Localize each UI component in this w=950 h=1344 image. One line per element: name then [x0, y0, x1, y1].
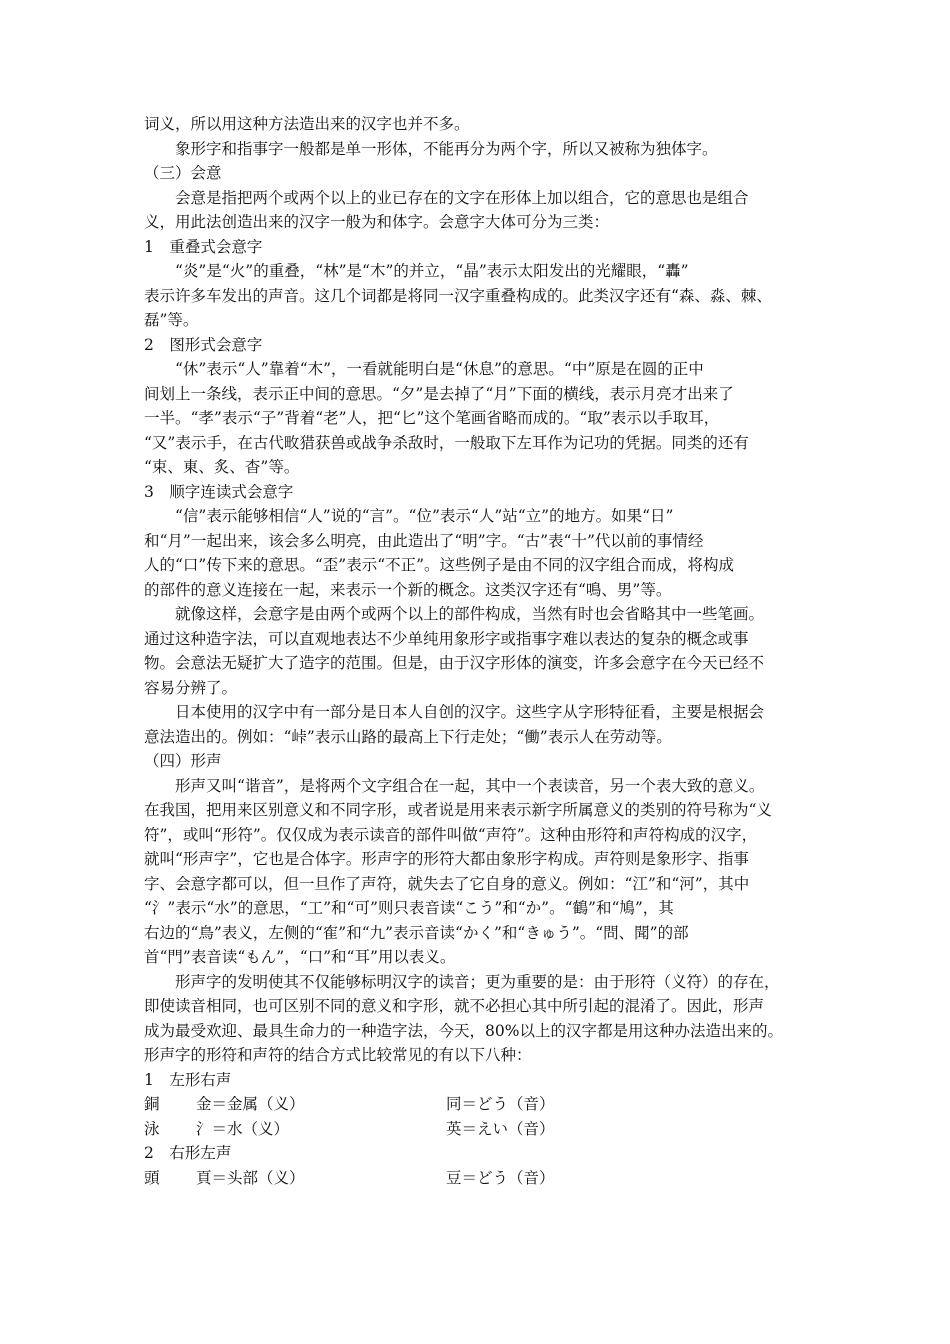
- text-line: 人的“口”传下来的意思。“歪”表示“不正”。这些例子是由不同的汉字组合而成，将构成: [144, 556, 735, 574]
- text-line: 义，用此法创造出来的汉字一般为和体字。会意字大体可分为三类：: [144, 213, 610, 231]
- text-line: 意法造出的。例如：“峠”表示山路的最高上下行走处；“働”表示人在劳动等。: [144, 727, 672, 746]
- text-line: 容易分辨了。: [144, 678, 238, 697]
- section-heading: （四）形声: [144, 752, 222, 770]
- paragraph-line: 会意是指把两个或两个以上的业已存在的文字在形体上加以组合，它的意思也是组合: [175, 188, 749, 207]
- text-line: “氵”表示“水”的意思，“工”和“可”则只表音读“こう”和“か”。“鶴”和“鳩”，其: [144, 899, 674, 917]
- text-line: 间划上一条线，表示正中间的意思。“夕”是去掉了“月”下面的横线，表示月亮才出来了: [144, 384, 734, 403]
- text-line: 和“月”一起出来，该会多么明亮，由此造出了“明”字。“古”表“十”代以前的事情经: [144, 531, 704, 550]
- paragraph-line: “信”表示能够相信“人”说的“言”。“位”表示“人”站“立”的地方。如果“日”: [175, 507, 674, 525]
- text-line: 就叫“形声字”，它也是合体字。形声字的形符大都由象形字构成。声符则是象形字、指事: [144, 850, 749, 868]
- example-meaning: 頁＝头部（义）: [196, 1168, 305, 1187]
- paragraph-line: 日本使用的汉字中有一部分是日本人自创的汉字。这些字从字形特征看，主要是根据会: [175, 703, 765, 721]
- example-sound: 同＝どう（音）: [446, 1095, 555, 1113]
- text-line: 符”，或叫“形符”。仅仅成为表示读音的部件叫做“声符”。这种由形符和声符构成的汉字，: [144, 825, 758, 844]
- text-line: 右边的“鳥”表义，左侧的“隺”和“九”表示音读“かく”和“きゅう”。“問、聞”的部: [144, 923, 689, 942]
- example-meaning: 氵＝水（义）: [196, 1119, 290, 1138]
- subheading: 3 顺字连读式会意字: [144, 482, 294, 501]
- example-char: 銅: [144, 1095, 160, 1113]
- text-line: 表示许多车发出的声音。这几个词都是将同一汉字重叠构成的。此类汉字还有“森、淼、棘、: [144, 286, 772, 305]
- example-char: 頭: [144, 1168, 160, 1187]
- text-line: 在我国，把用来区别意义和不同字形，或者说是用来表示新字所属意义的类别的符号称为“义: [144, 801, 772, 819]
- example-char: 泳: [144, 1119, 160, 1138]
- text-line: “束、東、炙、杳”等。: [144, 458, 300, 476]
- text-line: 首“門”表音读“もん”，“口”和“耳”用以表义。: [144, 948, 456, 966]
- paragraph-line: “休”表示“人”靠着“木”，一看就能明白是“休息”的意思。“中”原是在圆的正中: [175, 360, 704, 378]
- document-page: [144, 112, 812, 1190]
- text-line: 成为最受欢迎、最具生命力的一种造字法，今天，80%以上的汉字都是用这种办法造出来的。: [144, 1021, 783, 1040]
- text-line: 通过这种造字法，可以直观地表达不少单纯用象形字或指事字难以表达的复杂的概念或事: [144, 629, 749, 648]
- paragraph-line: “炎”是“火”的重叠，“林”是“木”的并立，“晶”表示太阳发出的光耀眼，“轟”: [175, 262, 689, 280]
- text-line: 的部件的意义连接在一起，来表示一个新的概念。这类汉字还有“鳴、男”等。: [144, 580, 672, 599]
- example-row: [144, 1166, 812, 1191]
- text-line: 磊”等。: [144, 311, 199, 329]
- example-row: [144, 1117, 812, 1142]
- text-line: “又”表示手，在古代畋猎获兽或战争杀敌时，一般取下左耳作为记功的凭据。同类的还有: [144, 433, 749, 452]
- example-meaning: 金＝金属（义）: [196, 1095, 305, 1113]
- paragraph-line: 形声字的发明使其不仅能够标明汉字的读音；更为重要的是：由于形符（义符）的存在，: [175, 972, 780, 991]
- example-sound: 英＝えい（音）: [446, 1119, 555, 1138]
- section-heading: （三）会意: [144, 164, 222, 182]
- text-line: 物。会意法无疑扩大了造字的范围。但是，由于汉字形体的演变，许多会意字在今天已经不: [144, 654, 765, 672]
- text-line: 形声字的形符和声符的结合方式比较常见的有以下八种：: [144, 1046, 532, 1064]
- text-line: 即使读音相同，也可区别不同的意义和字形，就不必担心其中所引起的混淆了。因此，形声: [144, 997, 765, 1015]
- paragraph-line: 形声又叫“谐音”，是将两个文字组合在一起，其中一个表读音，另一个表大致的意义。: [175, 776, 765, 795]
- text-line: 一半。“孝”表示“子”背着“老”人，把“匕”这个笔画省略而成的。“取”表示以手取耳，: [144, 409, 720, 427]
- paragraph-line: 象形字和指事字一般都是单一形体，不能再分为两个字，所以又被称为独体字。: [175, 139, 718, 158]
- subheading: 2 图形式会意字: [144, 335, 263, 354]
- text-line: 词义，所以用这种方法造出来的汉字也并不多。: [144, 115, 470, 133]
- paragraph-line: 就像这样，会意字是由两个或两个以上的部件构成，当然有时也会省略其中一些笔画。: [175, 605, 765, 623]
- subheading: 2 右形左声: [144, 1144, 232, 1162]
- example-row: [144, 1092, 812, 1117]
- text-line: 字、会意字都可以，但一旦作了声符，就失去了它自身的意义。例如：“江”和“河”，其中: [144, 874, 750, 893]
- example-sound: 豆＝どう（音）: [446, 1168, 555, 1187]
- subheading: 1 左形右声: [144, 1070, 232, 1089]
- subheading: 1 重叠式会意字: [144, 237, 263, 256]
